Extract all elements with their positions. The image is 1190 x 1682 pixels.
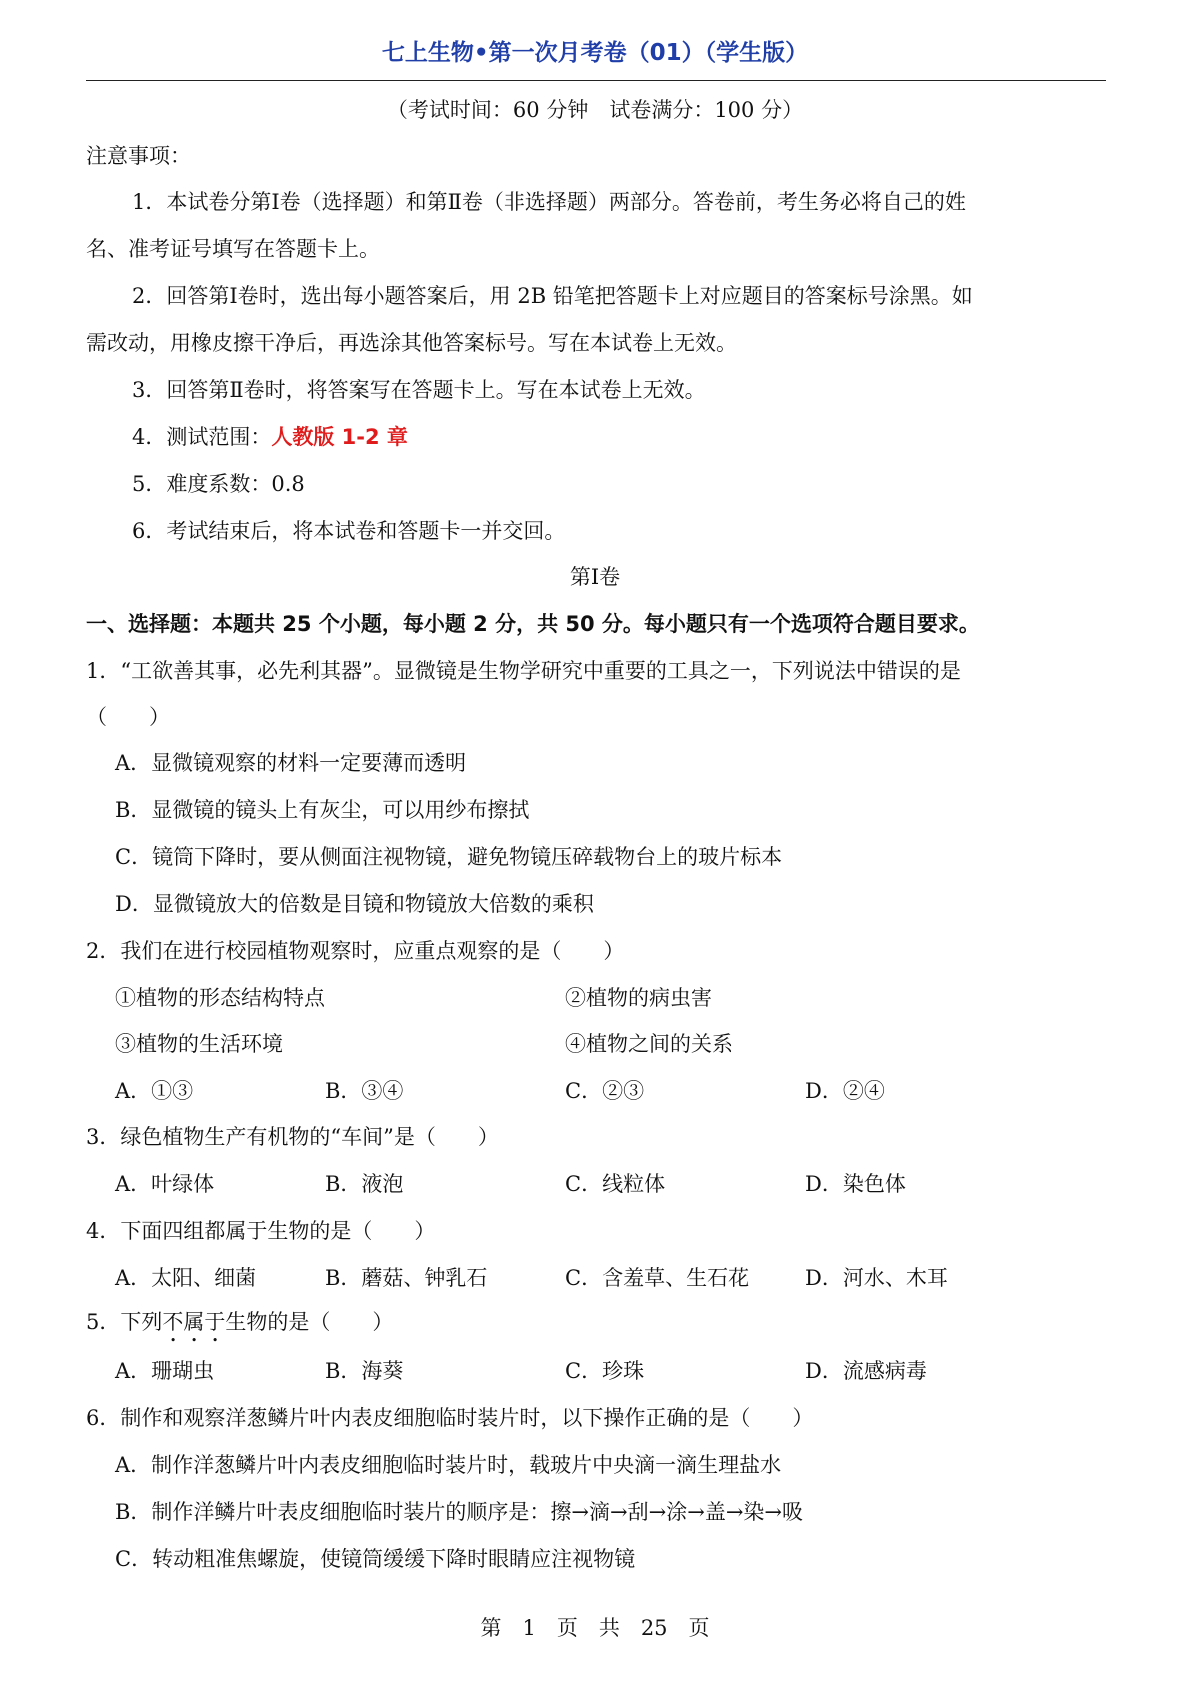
- volume-title: 第Ⅰ卷: [569, 565, 621, 589]
- question-3-option-c: C．线粒体: [565, 1172, 666, 1196]
- notice-item-1-cont: 名、准考证号填写在答题卡上。: [86, 237, 380, 261]
- question-6-option-b: B．制作洋鳞片叶表皮细胞临时装片的顺序是：擦→滴→刮→涂→盖→染→吸: [115, 1500, 804, 1524]
- notice-item-4: [132, 421, 1156, 453]
- question-5-option-d: D．流感病毒: [805, 1359, 927, 1383]
- notice-item-6: 6．考试结束后，将本试卷和答题卡一并交回。: [132, 519, 566, 543]
- header-divider: [86, 80, 1106, 81]
- question-3-stem: 3．绿色植物生产有机物的“车间”是（ ）: [86, 1125, 499, 1149]
- question-5-option-a: A．珊瑚虫: [115, 1359, 215, 1383]
- test-scope-value: 人教版 1-2 章: [271, 425, 408, 449]
- notice-item-4-label: 4．测试范围：: [132, 425, 272, 449]
- question-1-option-d: D．显微镜放大的倍数是目镜和物镜放大倍数的乘积: [115, 892, 594, 916]
- question-4-option-b: B．蘑菇、钟乳石: [325, 1266, 488, 1290]
- question-3-option-a: A．叶绿体: [115, 1172, 215, 1196]
- question-4-option-a: A．太阳、细菌: [115, 1266, 257, 1290]
- question-1-stem: 1．“工欲善其事，必先利其器”。显微镜是生物学研究中重要的工具之一，下列说法中错误的是: [86, 659, 961, 683]
- question-1-option-b: B．显微镜的镜头上有灰尘，可以用纱布擦拭: [115, 798, 530, 822]
- question-5-option-b: B．海葵: [325, 1359, 404, 1383]
- question-2-option-c: C．②③: [565, 1079, 645, 1103]
- question-4-option-d: D．河水、木耳: [805, 1266, 948, 1290]
- notice-heading: 注意事项：: [86, 144, 191, 168]
- question-3-option-d: D．染色体: [805, 1172, 906, 1196]
- question-2-statement-2: ②植物的病虫害: [565, 986, 712, 1010]
- notice-item-2-cont: 需改动，用橡皮擦干净后，再选涂其他答案标号。写在本试卷上无效。: [86, 331, 737, 355]
- exam-info: （考试时间：60 分钟 试卷满分：100 分）: [386, 98, 804, 122]
- question-6-option-c: C．转动粗准焦螺旋，使镜筒缓缓下降时眼睛应注视物镜: [115, 1547, 636, 1571]
- question-5-stem: [86, 1306, 1110, 1347]
- question-2-statement-1: ①植物的形态结构特点: [115, 986, 325, 1010]
- question-2-option-a: A．①③: [115, 1079, 194, 1103]
- question-6-option-a: A．制作洋葱鳞片叶内表皮细胞临时装片时，载玻片中央滴一滴生理盐水: [115, 1453, 782, 1477]
- notice-item-2: 2．回答第Ⅰ卷时，选出每小题答案后，用 2B 铅笔把答题卡上对应题目的答案标号涂黑。如: [132, 284, 973, 308]
- question-4-stem: 4．下面四组都属于生物的是（ ）: [86, 1219, 436, 1243]
- question-2-stem: 2．我们在进行校园植物观察时，应重点观察的是（ ）: [86, 939, 625, 963]
- question-2-statement-4: ④植物之间的关系: [565, 1032, 733, 1056]
- question-1-option-c: C．镜筒下降时，要从侧面注视物镜，避免物镜压碎载物台上的玻片标本: [115, 845, 783, 869]
- question-1-stem-cont: （ ）: [86, 705, 170, 729]
- question-2-statement-3: ③植物的生活环境: [115, 1032, 283, 1056]
- page-number: 第 1 页 共 25 页: [480, 1616, 710, 1640]
- notice-item-1: 1．本试卷分第Ⅰ卷（选择题）和第Ⅱ卷（非选择题）两部分。答卷前，考生务必将自己的姓: [132, 190, 966, 214]
- question-2-option-b: B．③④: [325, 1079, 404, 1103]
- question-5-stem-end: 生物的是（ ）: [225, 1310, 394, 1334]
- question-4-option-c: C．含羞草、生石花: [565, 1266, 750, 1290]
- question-6-stem: 6．制作和观察洋葱鳞片叶内表皮细胞临时装片时，以下操作正确的是（ ）: [86, 1406, 814, 1430]
- question-5-option-c: C．珍珠: [565, 1359, 645, 1383]
- section-heading: 一、选择题：本题共 25 个小题，每小题 2 分，共 50 分。每小题只有一个选项符合题目要求。: [86, 612, 980, 636]
- question-2-option-d: D．②④: [805, 1079, 885, 1103]
- notice-item-3: 3．回答第Ⅱ卷时，将答案写在答题卡上。写在本试卷上无效。: [132, 378, 706, 402]
- question-3-option-b: B．液泡: [325, 1172, 404, 1196]
- question-1-option-a: A．显微镜观察的材料一定要薄而透明: [115, 751, 467, 775]
- page-title: 七上生物•第一次月考卷（01）（学生版）: [381, 40, 809, 66]
- question-5-emphasis: 不属于: [162, 1310, 226, 1334]
- notice-item-5: 5．难度系数：0.8: [132, 472, 305, 496]
- question-5-stem-start: 5．下列: [86, 1310, 163, 1334]
